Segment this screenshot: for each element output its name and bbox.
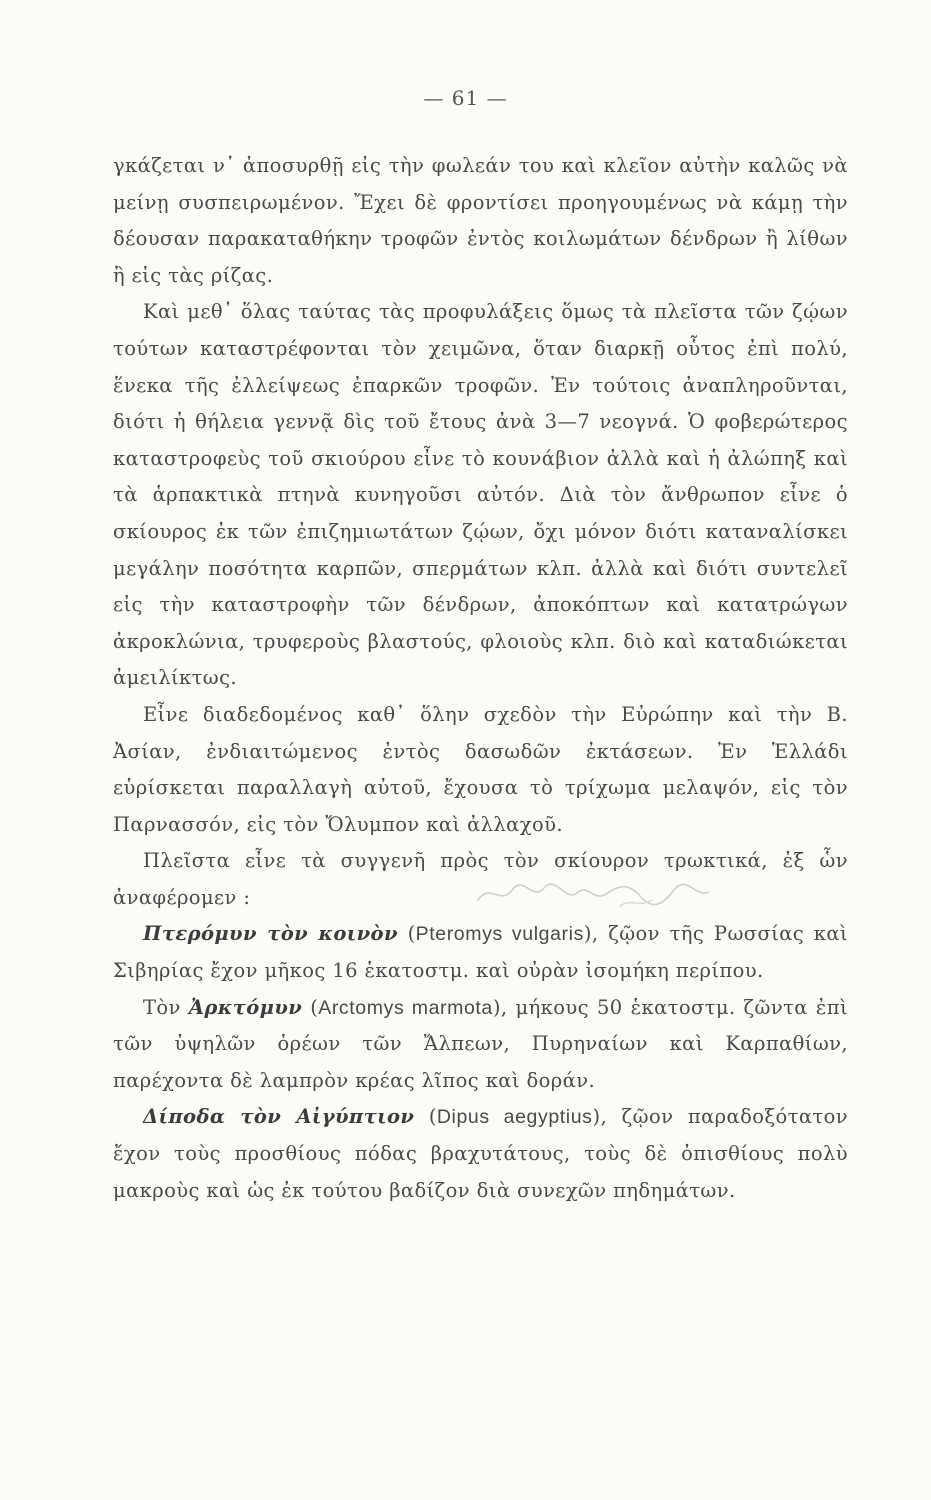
paragraph-text: ), ζῷον τῆς Ρωσσίας καὶ Σιβηρίας ἔχον μῆκος 16 ἑκατοστμ. καὶ οὐρὰν ἰσομήκη περίπου. [113, 922, 849, 983]
species-heading: Πτερόμυν τὸν κοινὸν [143, 922, 398, 946]
paragraph [113, 148, 848, 294]
paragraph-text: Καὶ μεθ᾽ ὅλας ταύτας τὰς προφυλάξεις ὅμως τὰ πλεῖστα τῶν ζῴων τούτων καταστρέφονται τὸν χειμῶνα, ὅταν διαρκῇ οὗτος ἐπὶ πολύ, ἕνεκα τῆς ἐλλείψεως ἐπαρκῶν τροφῶν. Ἐν τούτοις ἀναπληροῦνται, διότι ἡ θήλεια γεννᾷ δὶς τοῦ ἔτους ἀνὰ 3—7 νεογνά. Ὁ φοβερώτερος καταστροφεὺς τοῦ σκιούρου εἶνε τὸ κουνάβιον ἀλλὰ καὶ ἡ ἀλώπηξ καὶ τὰ ἁρπακτικὰ πτηνὰ κυνηγοῦσι αὐτόν. Διὰ τὸν ἄνθρωπον εἶνε ὁ σκίουρος ἐκ τῶν ἐπιζημιωτάτων ζῴων, ὄχι μόνον διότι καταναλίσκει μεγάλην ποσότητα καρπῶν, σπερμάτων κλπ. ἀλλὰ καὶ διότι συντελεῖ εἰς τὴν καταστροφὴν τῶν δένδρων, ἀποκόπτων καὶ κατατρώγων ἀκροκλώνια, τρυφεροὺς βλαστούς, φλοιοὺς κλπ. διὸ καὶ καταδιώκεται ἀμειλίκτως. [113, 300, 848, 690]
latin-name: Pteromys vulgaris [415, 923, 584, 946]
paragraph-text: ), μήκους 50 ἑκατοστμ. ζῶντα ἐπὶ τῶν ὑψηλῶν ὀρέων τῶν Ἄλπεων, Πυρηναίων καὶ Καρπαθίων, παρέχοντα δὲ λαμπρὸν κρέας λῖπος καὶ δοράν. [113, 995, 848, 1092]
paragraph-text: Εἶνε διαδεδομένος καθ᾽ ὅλην σχεδὸν τὴν Εὐρώπην καὶ τὴν Β. Ἀσίαν, ἐνδιαιτώμενος ἐντὸς δασωδῶν ἐκτάσεων. Ἐν Ἑλλάδι εὑρίσκεται παραλλαγὴ αὐτοῦ, ἔχουσα τὸ τρίχωμα μελαψόν, εἰς τὸν Παρνασσόν, εἰς τὸν Ὄλυμπον καὶ ἀλλαχοῦ. [113, 702, 848, 836]
paragraph [113, 843, 848, 916]
latin-name: Dipus aegyptius [436, 1106, 593, 1129]
latin-name: Arctomys marmota [318, 996, 493, 1019]
species-heading: Ἀρκτόμυν [188, 995, 303, 1019]
page-number: — 61 — [423, 86, 508, 110]
paragraph-text: γκάζεται ν᾽ ἀποσυρθῇ εἰς τὴν φωλεάν του καὶ κλεῖον αὐτὴν καλῶς νὰ μείνῃ συσπειρωμένον. Ἔχει δὲ φροντίσει προηγουμένως νὰ κάμῃ τὴν δέουσαν παρακαταθήκην τροφῶν ἐντὸς κοιλωμάτων δένδρων ἢ λίθων ἢ εἰς τὰς ρίζας. [113, 154, 848, 287]
paragraph [113, 1099, 848, 1209]
paragraph-text: ( [414, 1105, 437, 1129]
paragraph-text: ), ζῷον παραδοξότατον ἔχον τοὺς προσθίους πόδας βραχυτάτους, τοὺς δὲ ὀπισθίους πολὺ μακροὺς καὶ ὡς ἐκ τούτου βαδίζον διὰ συνεχῶν πηδημάτων. [113, 1105, 848, 1202]
species-heading: Δίποδα τὸν Αἰγύπτιον [143, 1105, 415, 1129]
paragraph [113, 990, 848, 1100]
paragraph-text: ( [397, 922, 416, 946]
paragraph-text: Πλεῖστα εἶνε τὰ συγγενῆ πρὸς τὸν σκίουρον τρωκτικά, ἐξ ὧν ἀναφέρομεν : [113, 849, 848, 909]
paragraph-text: Τὸν [143, 995, 189, 1019]
paragraph [113, 294, 848, 697]
paragraph [113, 916, 848, 989]
paragraph [113, 697, 848, 843]
body-text [113, 148, 848, 1209]
paragraph-text: ( [302, 995, 319, 1019]
